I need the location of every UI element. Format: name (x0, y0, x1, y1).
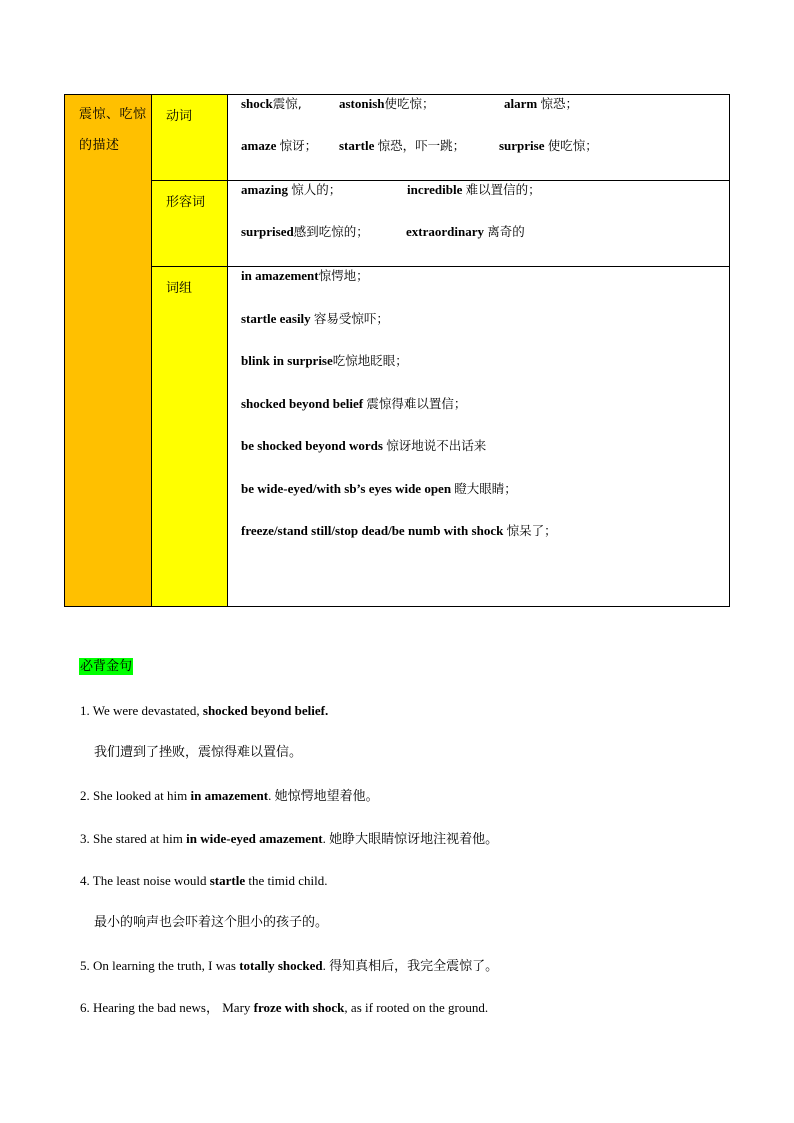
phrase-line: startle easily 容易受惊吓； (241, 310, 389, 326)
phrase-line: shocked beyond belief 震惊得难以置信； (241, 395, 467, 411)
word-en: amazing (241, 182, 288, 198)
word-en: startle (339, 138, 375, 153)
word-en: shock (241, 96, 273, 111)
pos-label-adjective: 形容词 (166, 195, 206, 211)
adjective-line-1 (241, 181, 729, 223)
verb-line-2 (241, 137, 729, 179)
word-en: amaze (241, 138, 277, 153)
word-zh: 惊讶； (279, 138, 318, 153)
word-en: astonish (339, 96, 385, 111)
verb-content (228, 95, 730, 181)
word-zh: 离奇的 (487, 224, 525, 240)
sentence-4-translation: 最小的响声也会吓着这个胆小的孩子的。 (94, 915, 329, 930)
sentence-5: 5. On learning the truth, I was totally shocked. 得知真相后，我完全震惊了。 (80, 958, 499, 974)
phrase-line: in amazement惊愕地； (241, 268, 369, 284)
sentence-6: 6. Hearing the bad news， Mary froze with shock, as if rooted on the ground. (80, 1000, 489, 1015)
word-en: extraordinary (406, 224, 484, 240)
adjective-content (228, 181, 730, 267)
word-en: alarm (504, 96, 538, 111)
vocabulary-table (64, 94, 730, 607)
word-zh: 惊恐，吓一跳； (377, 138, 466, 153)
pos-cell-adjective (152, 181, 228, 267)
phrase-line: be wide-eyed/with sb’s eyes wide open 瞪大眼睛； (241, 480, 517, 496)
word-zh: 惊人的； (291, 182, 342, 198)
sentence-1: 1. We were devastated, shocked beyond belief. (80, 703, 329, 718)
word-zh: 感到吃惊的； (293, 224, 369, 240)
phrase-line: be shocked beyond words 惊讶地说不出话来 (241, 438, 487, 454)
pos-cell-phrase (152, 267, 228, 607)
word-zh: 惊恐； (540, 96, 578, 111)
word-en: surprised (241, 224, 294, 240)
topic-line-2: 的描述 (79, 138, 120, 153)
sentence-1-translation: 我们遭到了挫败，震惊得难以置信。 (94, 745, 303, 760)
phrase-line: blink in surprise吃惊地眨眼； (241, 353, 408, 369)
topic-line-1: 震惊、吃惊 (79, 107, 147, 122)
sentence-3: 3. She stared at him in wide-eyed amazement. 她睁大眼睛惊讶地注视着他。 (80, 831, 499, 847)
topic-cell (65, 95, 152, 607)
adjective-line-2 (241, 223, 729, 265)
word-zh: 震惊, (272, 96, 302, 111)
word-en: surprise (499, 138, 545, 153)
word-zh: 使吃惊； (547, 138, 598, 153)
word-en: incredible (407, 182, 463, 198)
pos-cell-verb (152, 95, 228, 181)
sentence-4: 4. The least noise would startle the timid child. (80, 873, 328, 888)
pos-label-phrase: 词组 (166, 281, 193, 297)
pos-label-verb: 动词 (166, 109, 193, 124)
section-heading: 必背金句 (80, 659, 133, 674)
word-zh: 使吃惊； (384, 96, 435, 111)
phrase-content (228, 267, 730, 607)
sentence-2: 2. She looked at him in amazement. 她惊愕地望着他。 (80, 788, 379, 804)
word-zh: 难以置信的； (465, 182, 541, 198)
phrase-line: freeze/stand still/stop dead/be numb with shock 惊呆了； (241, 523, 557, 539)
verb-line-1 (241, 95, 729, 137)
